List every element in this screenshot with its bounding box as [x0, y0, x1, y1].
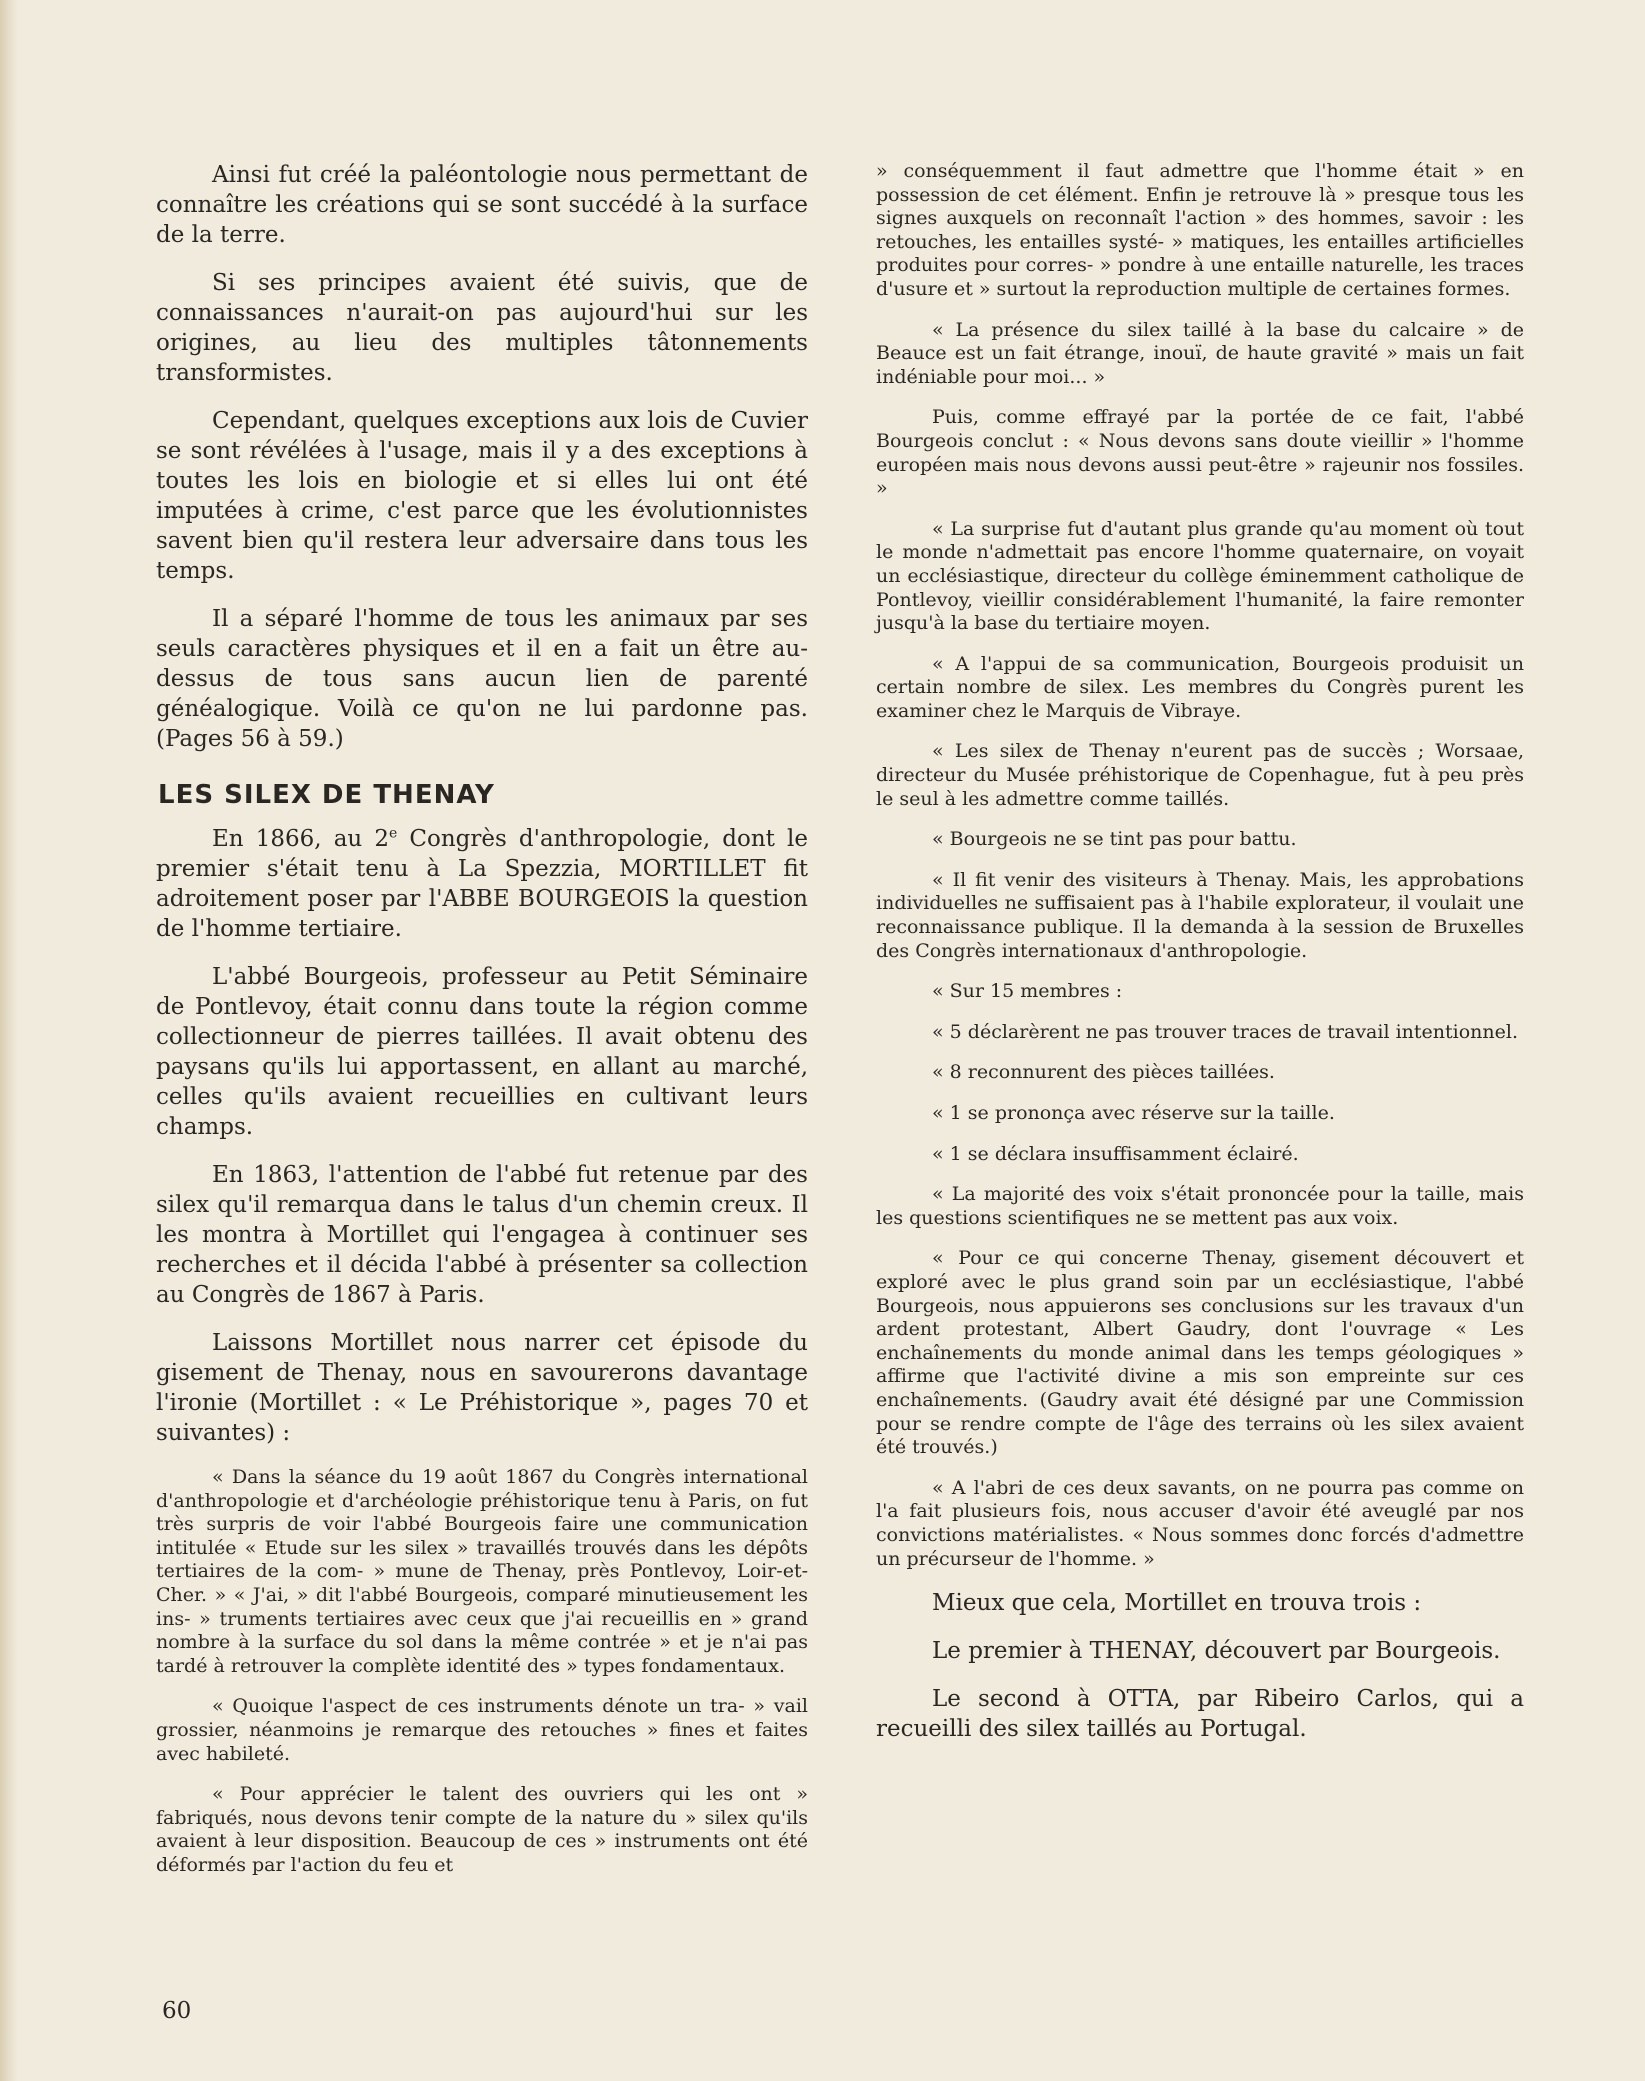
quote-paragraph: « Sur 15 membres :	[932, 980, 1123, 1003]
quote-paragraph: Puis, comme effrayé par la portée de ce fait, l'abbé Bourgeois conclut : « Nous devons sans doute vieillir » l'homme européen mais nous devons aussi peut-être » rajeunir nos fossiles. »	[876, 406, 1524, 500]
quote-paragraph: « 1 se déclara insuffisamment éclairé.	[932, 1142, 1299, 1165]
page-binding-edge	[0, 0, 18, 2081]
body-paragraph: En 1863, l'attention de l'abbé fut retenue par des silex qu'il remarqua dans le talus d'un chemin creux. Il les montra à Mortillet qui l'engagea à continuer ses recherches et il décida l'abbé à présenter sa collection au Congrès de 1867 à Paris.	[156, 1162, 808, 1308]
quote-paragraph: « 8 reconnurent des pièces taillées.	[932, 1061, 1275, 1084]
quote-paragraph: « A l'appui de sa communication, Bourgeois produisit un certain nombre de silex. Les membres du Congrès purent les examiner chez le Marquis de Vibraye.	[876, 652, 1524, 722]
body-paragraph: Le second à OTTA, par Ribeiro Carlos, qui a recueilli des silex taillés au Portugal.	[876, 1686, 1524, 1743]
quote-paragraph: « Pour ce qui concerne Thenay, gisement découvert et exploré avec le plus grand soin par un ecclésiastique, l'abbé Bourgeois, nous appuierons ses conclusions sur les travaux d'un ardent protestant, Albert Gaudry, dont l'ouvrage « Les enchaînements du monde animal dans les temps géologiques » affirme que l'activité divine a mis son empreinte sur ces enchaînements. (Gaudry avait été désigné par une Commission pour se rendre compte de l'âge des terrains où les silex avaient été trouvés.)	[876, 1247, 1524, 1459]
body-paragraph: L'abbé Bourgeois, professeur au Petit Séminaire de Pontlevoy, était connu dans toute la région comme collectionneur de pierres taillées. Il avait obtenu des paysans qu'ils lui apportassent, en allant au marché, celles qu'ils avaient recueillies en cultivant leurs champs.	[156, 964, 808, 1140]
quote-paragraph: « Il fit venir des visiteurs à Thenay. Mais, les approbations individuelles ne suffisaient pas à l'habile explorateur, il voulait une reconnaissance publique. Il la demanda à la session de Bruxelles des Congrès internationaux d'anthropologie.	[876, 868, 1524, 962]
quote-paragraph: « 1 se prononça avec réserve sur la taille.	[932, 1102, 1335, 1124]
body-paragraph: Cependant, quelques exceptions aux lois de Cuvier se sont révélées à l'usage, mais il y a des exceptions à toutes les lois en biologie et si elles lui ont été imputées à crime, c'est parce que les évolutionnistes savent bien qu'il restera leur adversaire dans tous les temps.	[156, 408, 808, 584]
body-paragraph: Ainsi fut créé la paléontologie nous permettant de connaître les créations qui se sont succédé à la surface de la terre.	[156, 162, 808, 248]
page-number: 60	[162, 1998, 192, 2024]
quote-paragraph: « A l'abri de ces deux savants, on ne pourra pas comme on l'a fait plusieurs fois, nous accuser d'avoir été aveuglé par nos convictions matérialistes. « Nous sommes donc forcés d'admettre un précurseur de l'homme. »	[876, 1476, 1524, 1570]
quote-paragraph: « La surprise fut d'autant plus grande qu'au moment où tout le monde n'admettait pas encore l'homme quaternaire, on voyait un ecclésiastique, directeur du collège éminemment catholique de Pontlevoy, vieillir considérablement l'humanité, la faire remonter jusqu'à la base du tertiaire moyen.	[876, 517, 1524, 635]
ordinal-superscript: e	[388, 825, 398, 842]
body-paragraph: Mieux que cela, Mortillet en trouva trois :	[932, 1590, 1422, 1617]
quote-paragraph: « Dans la séance du 19 août 1867 du Congrès international d'anthropologie et d'archéologie préhistorique tenu à Paris, on fut très surpris de voir l'abbé Bourgeois faire une communication intitulée « Etude sur les silex » travaillés trouvés dans les dépôts tertiaires de la com- » mune de Thenay, près Pontlevoy, Loir-et-Cher. » « J'ai, » dit l'abbé Bourgeois, comparé minutieusement les ins- » truments tertiaires avec ceux que j'ai recueillis en » grand nombre à la surface du sol dans la même contrée » et je n'ai pas tardé à retrouver la complète identité des » types fondamentaux.	[156, 1466, 808, 1677]
body-paragraph	[156, 824, 808, 944]
congres-text-start: En 1866, au 2	[212, 826, 389, 852]
quote-paragraph: « 5 déclarèrent ne pas trouver traces de travail intentionnel.	[932, 1020, 1518, 1043]
body-paragraph: Laissons Mortillet nous narrer cet épisode du gisement de Thenay, nous en savourerons davantage l'ironie (Mortillet : « Le Préhistorique », pages 70 et suivantes) :	[156, 1330, 808, 1446]
quote-paragraph: « Pour apprécier le talent des ouvriers qui les ont » fabriqués, nous devons tenir compte de la nature du » silex qu'ils avaient à leur disposition. Beaucoup de ces » instruments ont été déformés par l'action du feu et	[156, 1783, 808, 1876]
closing-paragraphs	[876, 1588, 1524, 1744]
quotation-block	[876, 160, 1524, 1571]
left-column	[156, 160, 808, 1895]
intro-paragraphs	[156, 160, 808, 754]
body-paragraph: Il a séparé l'homme de tous les animaux par ses seuls caractères physiques et il en a fait un être au-dessus de tous sans aucun lien de parenté généalogique. Voilà ce qu'on ne lui pardonne pas. (Pages 56 à 59.)	[156, 606, 808, 752]
section-heading: LES SILEX DE THENAY	[158, 780, 495, 810]
quote-paragraph: « La présence du silex taillé à la base du calcaire » de Beauce est un fait étrange, inouï, de haute gravité » mais un fait indéniable pour moi... »	[876, 318, 1524, 388]
quote-paragraph: « Quoique l'aspect de ces instruments dénote un tra- » vail grossier, néanmoins je remarque des retouches » fines et faites avec habileté.	[156, 1695, 808, 1765]
body-paragraph: Si ses principes avaient été suivis, que de connaissances n'aurait-on pas aujourd'hui sur les origines, au lieu des multiples tâtonnements transformistes.	[156, 270, 808, 386]
quote-paragraph: « Bourgeois ne se tint pas pour battu.	[932, 828, 1297, 851]
quote-paragraph: « La majorité des voix s'était prononcée pour la taille, mais les questions scientifiques ne se mettent pas aux voix.	[876, 1183, 1524, 1229]
body-paragraph: Le premier à THENAY, découvert par Bourgeois.	[932, 1638, 1501, 1665]
section-paragraphs	[156, 824, 808, 1448]
right-column	[876, 160, 1524, 1762]
quotation-block	[156, 1466, 808, 1878]
congres-text-end: Congrès d'anthropologie, dont le premier s'était tenu à La Spezzia, MORTILLET fit adroitement poser par l'ABBE BOURGEOIS la question de l'homme tertiaire.	[156, 826, 808, 942]
quote-paragraph: « Les silex de Thenay n'eurent pas de succès ; Worsaae, directeur du Musée préhistorique de Copenhague, fut à peu près le seul à les admettre comme taillés.	[876, 740, 1524, 810]
quote-paragraph: » conséquemment il faut admettre que l'homme était » en possession de cet élément. Enfin je retrouve là » presque tous les signes auxquels on reconnaît l'action » des hommes, savoir : les retouches, les entailles systé- » matiques, les entailles artificielles produites pour corres- » pondre à une entaille naturelle, les traces d'usure et » surtout la reproduction multiple de certaines formes.	[876, 160, 1524, 300]
